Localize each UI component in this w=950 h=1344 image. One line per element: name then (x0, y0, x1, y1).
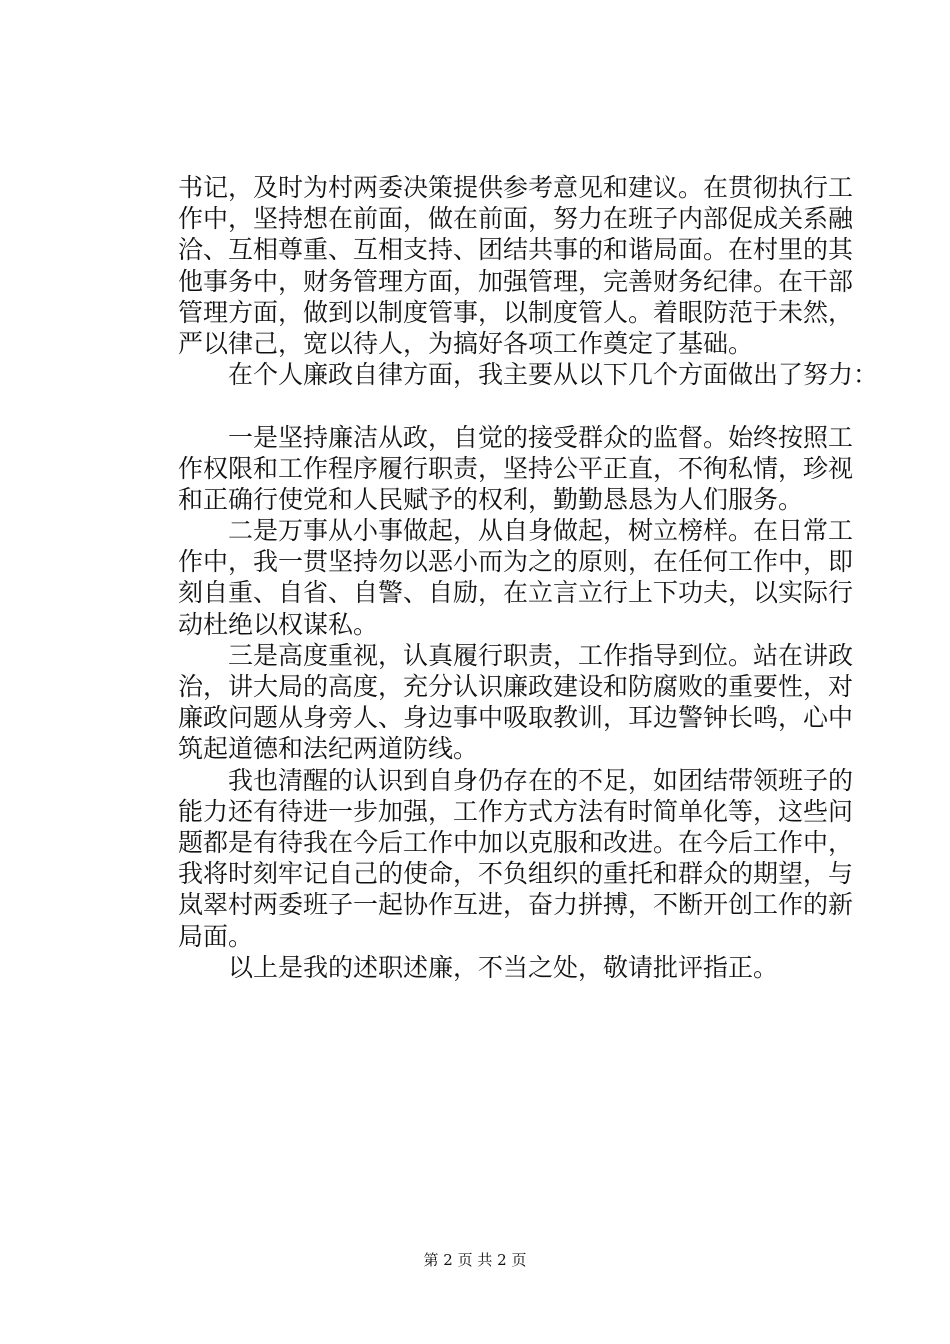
text-line: 作中，我一贯坚持勿以恶小而为之的原则，在任何工作中，即 (178, 547, 854, 577)
text-line: 以上是我的述职述廉，不当之处，敬请批评指正。 (178, 952, 779, 982)
text-line: 廉政问题从身旁人、身边事中吸取教训，耳边警钟长鸣，心中 (178, 703, 854, 733)
text-line: 作中，坚持想在前面，做在前面，努力在班子内部促成关系融 (178, 204, 854, 234)
text-line: 治，讲大局的高度，充分认识廉政建设和防腐败的重要性，对 (178, 672, 854, 701)
text-line: 我将时刻牢记自己的使命，不负组织的重托和群众的期望，与 (178, 859, 854, 889)
paragraph-gap (178, 390, 844, 421)
text-line: 动杜绝以权谋私。 (178, 609, 379, 639)
text-line: 二是万事从小事做起，从自身做起，树立榜样。在日常工 (178, 516, 854, 546)
page-footer (0, 1250, 950, 1270)
text-line: 作权限和工作程序履行职责，坚持公平正直，不徇私情，珍视 (178, 453, 854, 483)
text-line: 在个人廉政自律方面，我主要从以下几个方面做出了努力： (178, 360, 879, 390)
text-line: 一是坚持廉洁从政，自觉的接受群众的监督。始终按照工 (178, 422, 854, 452)
text-line: 能力还有待进一步加强，工作方式方法有时简单化等，这些问 (178, 796, 854, 826)
text-line: 局面。 (178, 921, 254, 951)
text-line: 书记，及时为村两委决策提供参考意见和建议。在贯彻执行工 (178, 173, 854, 202)
document-body (178, 172, 879, 983)
page-number: 第 2 页 共 2 页 (423, 1251, 527, 1269)
text-line: 管理方面，做到以制度管事，以制度管人。着眼防范于未然， (178, 297, 854, 327)
text-line: 他事务中，财务管理方面，加强管理，完善财务纪律。在干部 (178, 266, 854, 296)
text-line: 题都是有待我在今后工作中加以克服和改进。在今后工作中， (178, 827, 854, 857)
text-line: 刻自重、自省、自警、自励，在立言立行上下功夫，以实际行 (178, 578, 854, 608)
text-line: 我也清醒的认识到自身仍存在的不足，如团结带领班子的 (178, 765, 854, 795)
text-line: 岚翠村两委班子一起协作互进，奋力拼搏，不断开创工作的新 (178, 890, 854, 920)
text-line: 和正确行使党和人民赋予的权利，勤勤恳恳为人们服务。 (178, 484, 804, 514)
text-line: 洽、互相尊重、互相支持、团结共事的和谐局面。在村里的其 (178, 235, 854, 265)
text-line: 三是高度重视，认真履行职责，工作指导到位。站在讲政 (178, 640, 854, 670)
text-line: 严以律己，宽以待人，为搞好各项工作奠定了基础。 (178, 328, 754, 358)
text-line: 筑起道德和法纪两道防线。 (178, 734, 479, 764)
